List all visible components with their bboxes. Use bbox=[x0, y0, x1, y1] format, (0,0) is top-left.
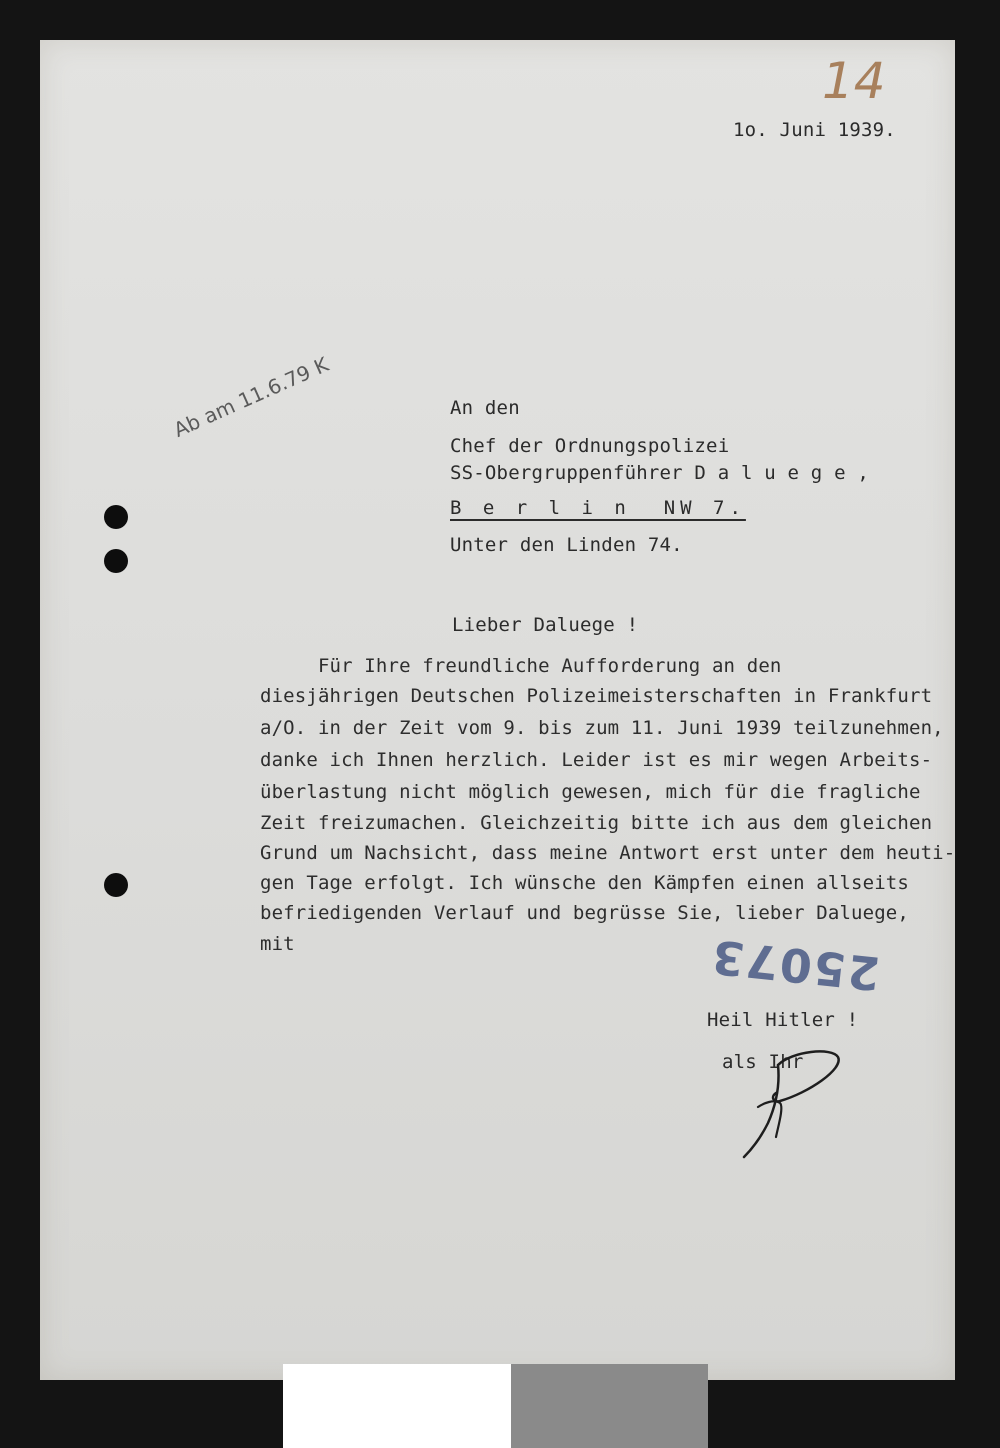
body-line: Zeit freizumachen. Gleichzeitig bitte ich aus dem gleichen bbox=[260, 812, 933, 834]
closing-greeting: Heil Hitler ! bbox=[707, 1009, 859, 1031]
body-line: gen Tage erfolgt. Ich wünsche den Kämpfen einen allseits bbox=[260, 872, 909, 894]
closing-line: als Ihr bbox=[722, 1051, 804, 1073]
signature bbox=[730, 1045, 870, 1175]
addressee-line-3: SS-Obergruppenführer D a l u e g e , bbox=[450, 462, 870, 484]
punch-hole-middle bbox=[104, 549, 128, 573]
body-line: Für Ihre freundliche Aufforderung an den bbox=[260, 655, 782, 677]
addressee-city: B e r l i n NW 7. bbox=[450, 497, 746, 519]
body-line: überlastung nicht möglich gewesen, mich für die fragliche bbox=[260, 781, 921, 803]
body-line: danke ich Ihnen herzlich. Leider ist es mir wegen Arbeits- bbox=[260, 749, 933, 771]
letter-page bbox=[40, 40, 955, 1380]
addressee-line-1: An den bbox=[450, 397, 520, 419]
calibration-strip-gray bbox=[511, 1364, 708, 1448]
addressee-line-2: Chef der Ordnungspolizei bbox=[450, 435, 730, 457]
punch-hole-top bbox=[104, 505, 128, 529]
pencil-annotation: Ab am 11.6.79 K bbox=[170, 352, 332, 442]
body-line: Grund um Nachsicht, dass meine Antwort erst unter dem heuti- bbox=[260, 842, 956, 864]
body-line: mit bbox=[260, 933, 295, 955]
salutation: Lieber Daluege ! bbox=[452, 614, 639, 636]
body-line: befriedigenden Verlauf und begrüsse Sie, lieber Daluege, bbox=[260, 902, 909, 924]
registry-stamp: 25073 bbox=[707, 929, 883, 1001]
calibration-strip-white bbox=[283, 1364, 511, 1448]
addressee-street: Unter den Linden 74. bbox=[450, 534, 683, 556]
letter-date: 1o. Juni 1939. bbox=[733, 119, 896, 141]
punch-hole-bottom bbox=[104, 873, 128, 897]
page-number: 14 bbox=[822, 52, 886, 110]
body-line: a/O. in der Zeit vom 9. bis zum 11. Juni 1939 teilzunehmen, bbox=[260, 717, 944, 739]
body-line: diesjährigen Deutschen Polizeimeisterschaften in Frankfurt bbox=[260, 685, 933, 707]
